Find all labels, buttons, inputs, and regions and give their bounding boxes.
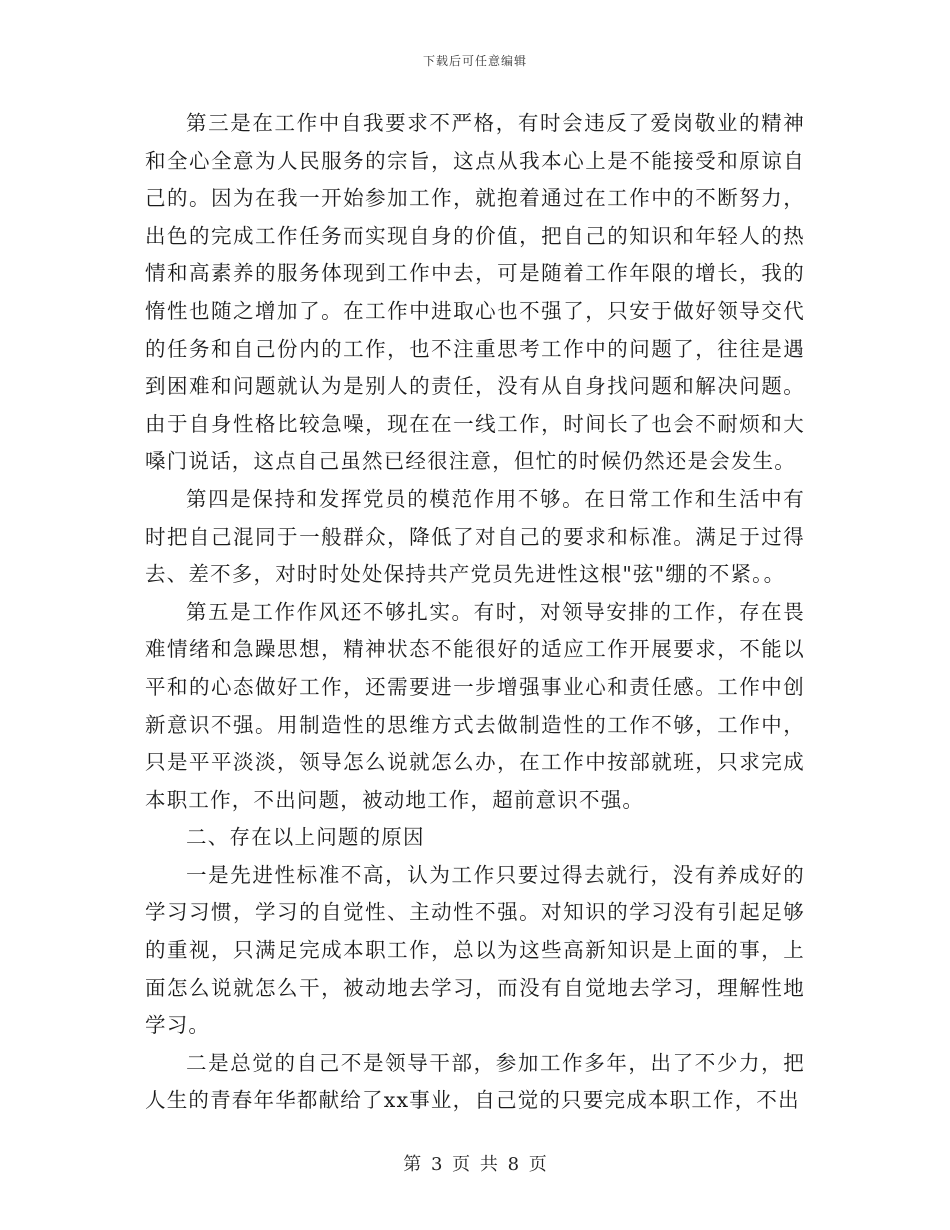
paragraph-fourth-point: 第四是保持和发挥党员的模范作用不够。在日常工作和生活中有时把自己混同于一般群众，降低了对自己的要求和标准。满足于过得去、差不多，对时时处处保持共产党员先进性这根"弦"绷的不紧。。	[145, 486, 805, 587]
document-body	[145, 105, 805, 1120]
page-number-footer: 第 3 页 共 8 页	[403, 1154, 547, 1175]
paragraph-cause-two: 二是总觉的自己不是领导干部，参加工作多年，出了不少力，把人生的青春年华都献给了xx事业，自己觉的只要完成本职工作，不出	[145, 1050, 805, 1113]
paragraph-fifth-point: 第五是工作作风还不够扎实。有时，对领导安排的工作，存在畏难情绪和急躁思想，精神状态不能很好的适应工作开展要求，不能以平和的心态做好工作，还需要进一步增强事业心和责任感。工作中创新意识不强。用制造性的思维方式去做制造性的工作不够，工作中，只是平平淡淡，领导怎么说就怎么办，在工作中按部就班，只求完成本职工作，不出问题，被动地工作，超前意识不强。	[145, 599, 805, 812]
paragraph-cause-one: 一是先进性标准不高，认为工作只要过得去就行，没有养成好的学习习惯，学习的自觉性、主动性不强。对知识的学习没有引起足够的重视，只满足完成本职工作，总以为这些高新知识是上面的事，上面怎么说就怎么干，被动地去学习，而没有自觉地去学习，理解性地学习。	[145, 862, 805, 1038]
section-heading-causes: 二、存在以上问题的原因	[186, 825, 425, 850]
page-header: 下载后可任意编辑	[422, 54, 527, 68]
paragraph-third-point: 第三是在工作中自我要求不严格，有时会违反了爱岗敬业的精神和全心全意为人民服务的宗旨，这点从我本心上是不能接受和原谅自己的。因为在我一开始参加工作，就抱着通过在工作中的不断努力，出色的完成工作任务而实现自身的价值，把自己的知识和年轻人的热情和高素养的服务体现到工作中去，可是随着工作年限的增长，我的惰性也随之增加了。在工作中进取心也不强了，只安于做好领导交代的任务和自己份内的工作，也不注重思考工作中的问题了，往往是遇到困难和问题就认为是别人的责任，没有从自身找问题和解决问题。由于自身性格比较急噪，现在在一线工作，时间长了也会不耐烦和大嗓门说话，这点自己虽然已经很注意，但忙的时候仍然还是会发生。	[145, 111, 805, 474]
